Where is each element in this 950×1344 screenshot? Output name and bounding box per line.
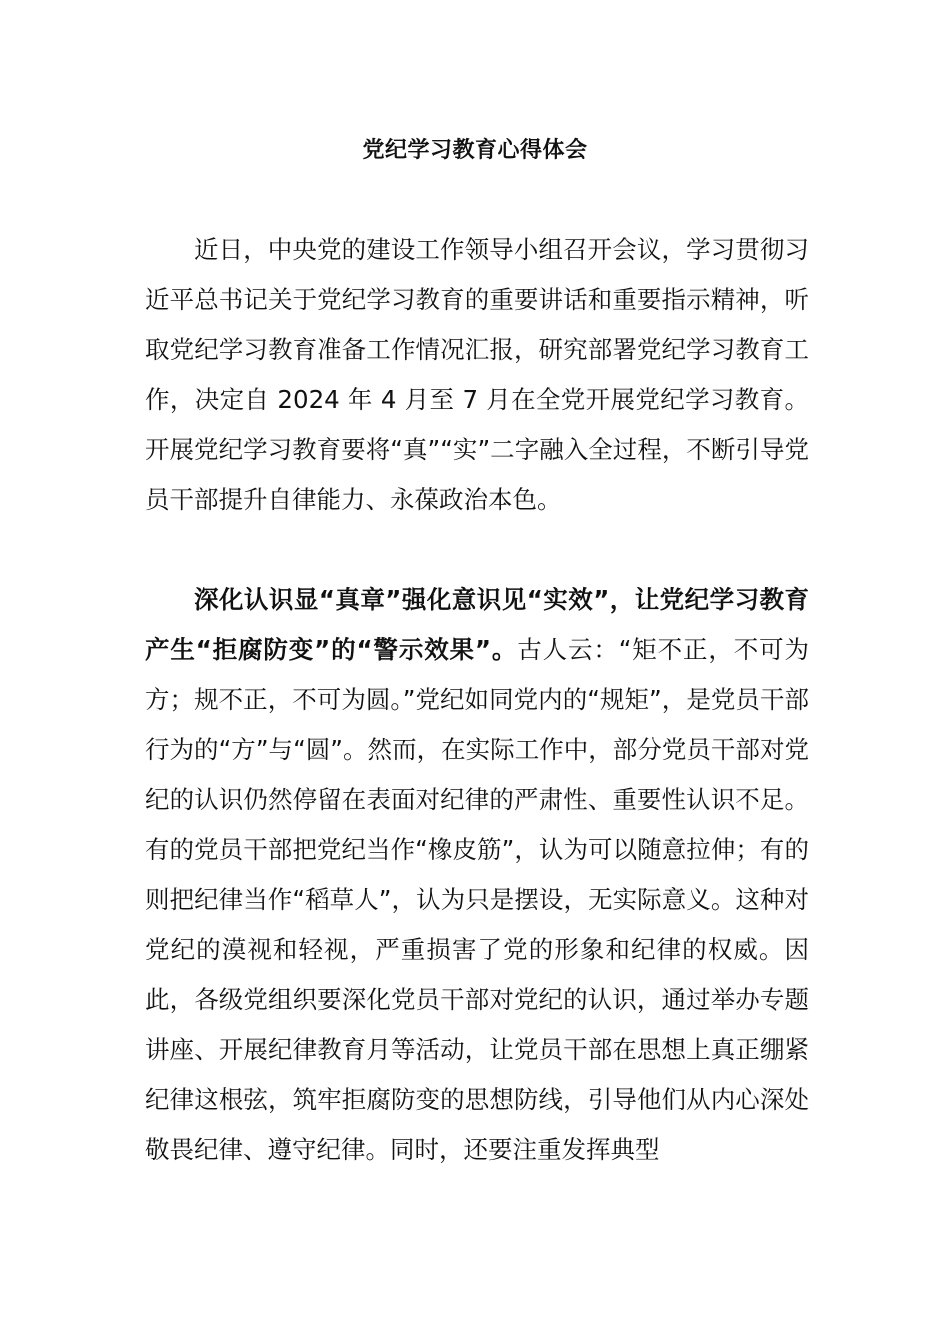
section-body-text: 古人云：“矩不正，不可为方；规不正，不可为圆。”党纪如同党内的“规矩”，是党员干部行为的“方”与“圆”。然而，在实际工作中，部分党员干部对党纪的认识仍然停留在表面对纪律的严肃性、重要性认识不足。有的党员干部把党纪当作“橡皮筋”，认为可以随意拉伸；有的则把纪律当作“稻草人”，认为只是摆设，无实际意义。这种对党纪的漠视和轻视，严重损害了党的形象和纪律的权威。因此，各级党组织要深化党员干部对党纪的认识，通过举办专题讲座、开展纪律教育月等活动，让党员干部在思想上真正绷紧纪律这根弦，筑牢拒腐防变的思想防线，引导他们从内心深处敬畏纪律、遵守纪律。同时，还要注重发挥典型 [145,635,809,1164]
paragraph-intro: 近日，中央党的建设工作领导小组召开会议，学习贯彻习近平总书记关于党纪学习教育的重要讲话和重要指示精神，听取党纪学习教育准备工作情况汇报，研究部署党纪学习教育工作，决定自 2024 年 4 月至 7 月在全党开展党纪学习教育。开展党纪学习教育要将“真”“实”二字融入全过程，不断引导党员干部提升自律能力、永葆政治本色。 [145,235,809,514]
section-heading-inline: 深化认识显“真章”强化意识见“实效”，让党纪学习教育产生“拒腐防变”的“警示效果”。 [145,585,809,664]
document-title: 党纪学习教育心得体会 [362,138,588,163]
paragraph-section-1 [145,575,809,1175]
